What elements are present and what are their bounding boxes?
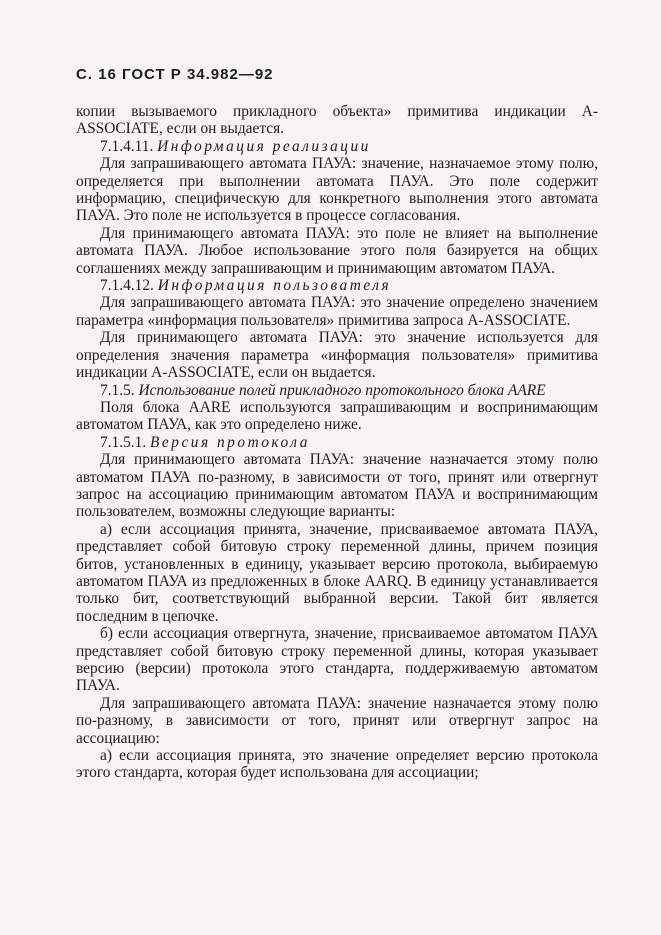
- list-item: а) если ассоциация принята, это значение определяет версию протокола этого стандарта, которая будет использована для ассоциации;: [76, 747, 598, 782]
- paragraph: Для принимающего автомата ПАУА: это поле не влияет на выполнение автомата ПАУА. Любое использование этого поля базируется на общих соглашениях между запрашивающим и принимающим автоматом ПАУА.: [76, 224, 598, 277]
- paragraph: Для принимающего автомата ПАУА: это значение используется для определения значения параметра «информация пользователя» примитива индикации A-ASSOCIATE, если он выдается.: [76, 329, 598, 382]
- section-title: Информация реализации: [157, 137, 371, 155]
- section-title: Использование полей прикладного протокольного блока AARE: [138, 381, 546, 399]
- section-heading: [76, 277, 598, 294]
- paragraph: Поля блока AARE используются запрашивающим и воспринимающим автоматом ПАУА, как это определено ниже.: [76, 398, 598, 434]
- section-title: Версия протокола: [150, 433, 310, 451]
- section-heading: [76, 382, 598, 399]
- page-header: С. 16 ГОСТ Р 34.982—92: [76, 66, 274, 83]
- list-item: а) если ассоциация принята, значение, присваиваемое автомата ПАУА, представляет собой битовую строку переменной длины, причем позиция битов, установленных в единицу, указывает версию протокола, выбираемую автоматом ПАУА из предложенных в блоке AARQ. В единицу устанавливается только бит, соответствующий выбранной версии. Такой бит является последним в цепочке.: [76, 520, 598, 625]
- section-number: 7.1.4.11.: [100, 137, 154, 155]
- section-heading: [76, 434, 598, 451]
- section-heading: [76, 138, 598, 155]
- section-number: 7.1.4.12.: [100, 277, 154, 295]
- paragraph: копии вызываемого прикладного объекта» примитива индикации A-ASSOCIATE, если он выдается.: [76, 103, 598, 138]
- section-number: 7.1.5.1.: [100, 433, 147, 451]
- paragraph: Для запрашивающего автомата ПАУА: значение назначается этому полю по-разному, в зависимости от того, принят или отвергнут запрос на ассоциацию:: [76, 694, 598, 747]
- paragraph: Для принимающего автомата ПАУА: значение назначается этому полю автоматом ПАУА по-разному, в зависимости от того, принят или отвергнут запрос на ассоциацию принимающим автоматом ПАУА и воспринимающим пользователем, возможны следующие варианты:: [76, 451, 598, 521]
- section-number: 7.1.5.: [100, 381, 135, 399]
- paragraph: Для запрашивающего автомата ПАУА: это значение определено значением параметра «информация пользователя» примитива запроса A-ASSOCIATE.: [76, 294, 598, 329]
- document-body: [76, 103, 598, 782]
- list-item: б) если ассоциация отвергнута, значение, присваиваемое автоматом ПАУА представляет собой битовую строку переменной длины, которая указывает версию (версии) протокола этого стандарта, поддерживаемую автоматом ПАУА.: [76, 625, 598, 695]
- paragraph: Для запрашивающего автомата ПАУА: значение, назначаемое этому полю, определяется при выполнении автомата ПАУА. Это поле содержит информацию, специфическую для конкретного выполнения этого автомата ПАУА. Это поле не используется в процессе согласования.: [76, 155, 598, 225]
- section-title: Информация пользователя: [157, 277, 392, 295]
